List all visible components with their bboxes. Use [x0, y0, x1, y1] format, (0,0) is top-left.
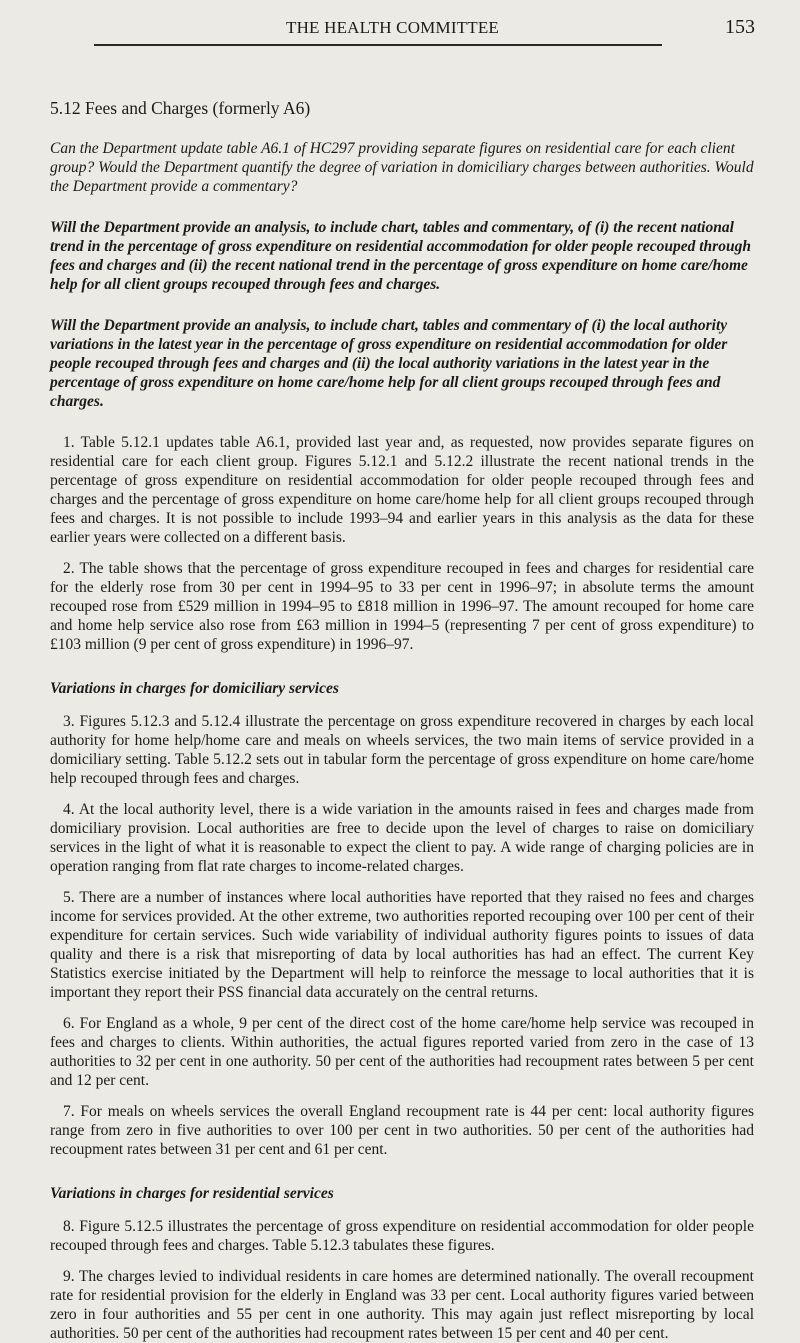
running-header	[50, 0, 754, 46]
paragraph-5: 5. There are a number of instances where local authorities have reported that they raised no fees and charges income for services provided. At the other extreme, two authorities reported recouping over 100 per cent of their expenditure for certain services. Such wide variability of individual authority figures points to issues of data quality and there is a risk that misreporting of data by local authorities has had an effect. The current Key Statistics exercise initiated by the Department will help to reinforce the message to local authorities that it is important they report their PSS financial data accurately on the central returns.	[50, 889, 754, 1001]
paragraph-8: 8. Figure 5.12.5 illustrates the percentage of gross expenditure on residential accommodation for older people recouped through fees and charges. Table 5.12.3 tabulates these figures.	[50, 1218, 754, 1254]
paragraph-3: 3. Figures 5.12.3 and 5.12.4 illustrate the percentage on gross expenditure recovered in charges by each local authority for home help/home care and meals on wheels services, the two main items of service provided in a domiciliary setting. Table 5.12.2 sets out in tabular form the percentage of gross expenditure on home care/home help recouped through fees and charges.	[50, 713, 754, 787]
paragraph-6: 6. For England as a whole, 9 per cent of the direct cost of the home care/home help service was recouped in fees and charges to clients. Within authorities, the actual figures reported varied from zero in the case of 13 authorities to 32 per cent in one authority. 50 per cent of the authorities had recoupment rates between 5 per cent and 12 per cent.	[50, 1015, 754, 1089]
running-header-title: THE HEALTH COMMITTEE	[286, 18, 500, 37]
header-rule	[94, 44, 662, 46]
question-3: Will the Department provide an analysis, to include chart, tables and commentary of (i) the local authority variations in the latest year in the percentage of gross expenditure on residential accommodation for older people recouped through fees and charges and (ii) the local authority variations in the latest year in the percentage of gross expenditure on home care/home help for all client groups recouped through fees and charges.	[50, 317, 728, 410]
section-title: 5.12 Fees and Charges (formerly A6)	[50, 98, 311, 118]
subheading-residential: Variations in charges for residential services	[50, 1185, 334, 1202]
paragraph-9: 9. The charges levied to individual residents in care homes are determined nationally. The overall recoupment rate for residential provision for the elderly in England was 33 per cent. Local authority figures varied between zero in four authorities and 55 per cent in one authority. This may again just reflect misreporting by local authorities. 50 per cent of the authorities had recoupment rates between 15 per cent and 40 per cent.	[50, 1268, 754, 1342]
question-1: Can the Department update table A6.1 of HC297 providing separate figures on residential care for each client group? Would the Department quantify the degree of variation in domiciliary charges between authorities. Would the Department provide a commentary?	[50, 140, 754, 195]
page-number: 153	[725, 16, 755, 38]
subheading-domiciliary: Variations in charges for domiciliary services	[50, 680, 339, 697]
paragraph-7: 7. For meals on wheels services the overall England recoupment rate is 44 per cent: local authority figures range from zero in five authorities to over 100 per cent in two authorities. 50 per cent of the authorities had recoupment rates between 31 per cent and 61 per cent.	[50, 1103, 754, 1158]
question-2: Will the Department provide an analysis, to include chart, tables and commentary, of (i) the recent national trend in the percentage of gross expenditure on residential accommodation for older people recouped through fees and charges and (ii) the recent national trend in the percentage of gross expenditure on home care/home help for all client groups recouped through fees and charges.	[50, 219, 751, 293]
paragraph-2: 2. The table shows that the percentage of gross expenditure recouped in fees and charges for residential care for the elderly rose from 30 per cent in 1994–95 to 33 per cent in 1996–97; in absolute terms the amount recouped rose from £529 million in 1994–95 to £818 million in 1996–97. The amount recouped for home care and home help service also rose from £63 million in 1994–5 (representing 7 per cent of gross expenditure) to £103 million (9 per cent of gross expenditure) in 1996–97.	[50, 560, 754, 653]
paragraph-1: 1. Table 5.12.1 updates table A6.1, provided last year and, as requested, now provides separate figures on residential care for each client group. Figures 5.12.1 and 5.12.2 illustrate the recent national trends in the percentage of gross expenditure on residential accommodation for older people recouped through fees and charges and the percentage of gross expenditure on home care/home help for all client groups recouped through fees and charges. It is not possible to include 1993–94 and earlier years in this analysis as the data for these earlier years were collected on a different basis.	[50, 434, 754, 546]
paragraph-4: 4. At the local authority level, there is a wide variation in the amounts raised in fees and charges made from domiciliary provision. Local authorities are free to decide upon the level of charges to raise on domiciliary services in the light of what it is reasonable to expect the client to pay. A wide range of charging policies are in operation ranging from flat rate charges to income-related charges.	[50, 801, 754, 875]
